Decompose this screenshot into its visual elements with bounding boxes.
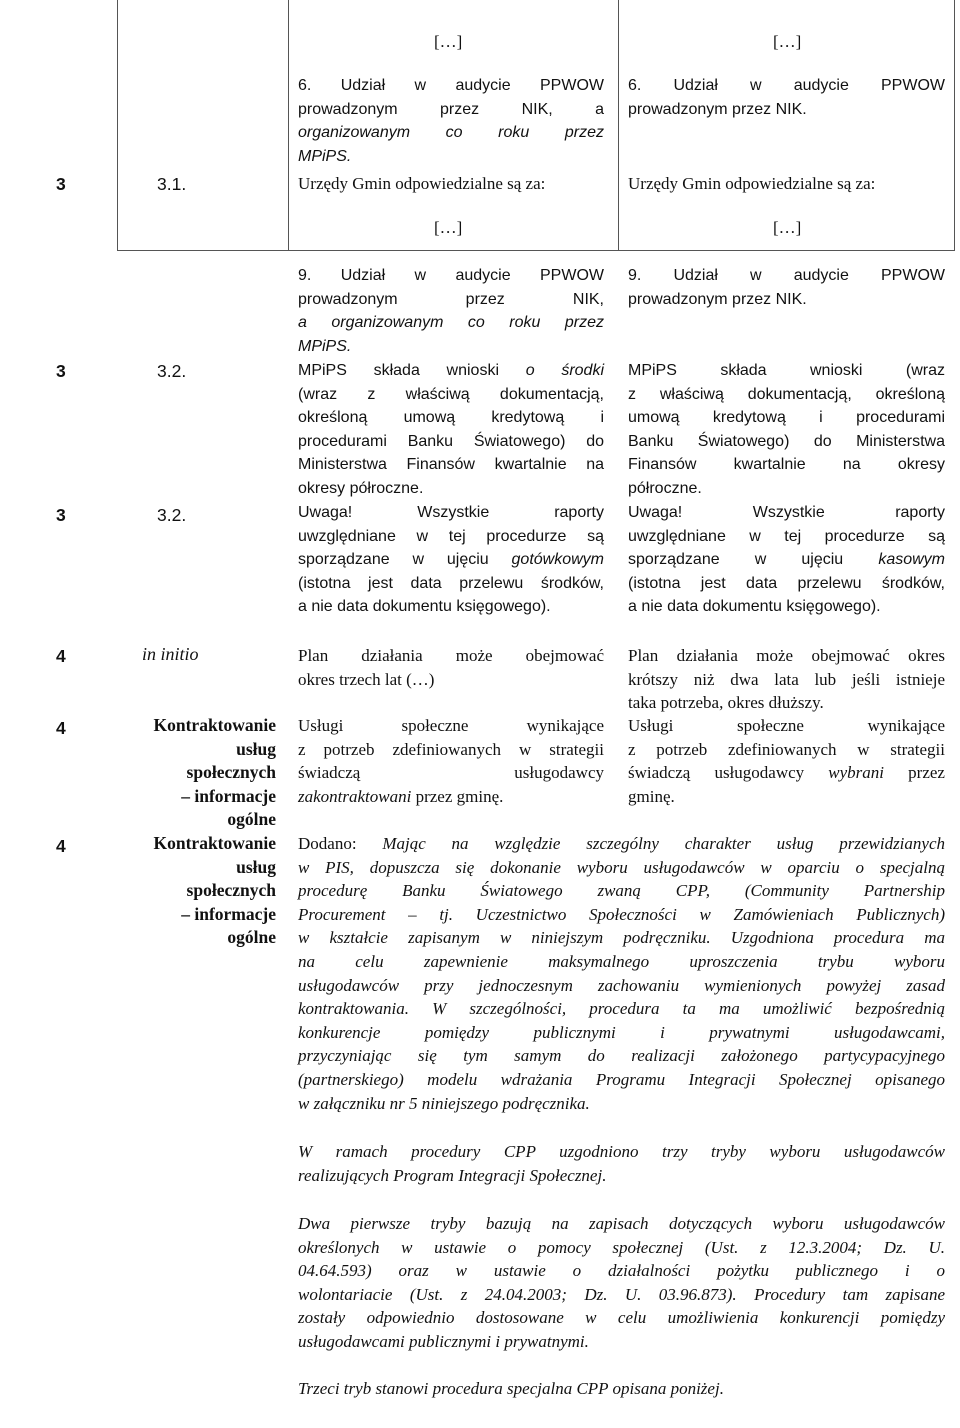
table-row-divider bbox=[117, 250, 955, 251]
section-label: Kontraktowanie usług społecznych – informacje ogólne bbox=[153, 833, 276, 948]
right-item-9: 9. Udział w audycie PPWOW prowadzonym przez NIK. bbox=[628, 267, 945, 308]
right-uwaga-paragraph: Uwaga! Wszystkie raporty uwzględniane w tej procedurze są sporządzane w ujęciu kasowym (istotna jest data przelewu środków, a nie data dokumentu księgowego). bbox=[628, 504, 945, 616]
ellipsis-bracket: […] bbox=[434, 32, 463, 51]
section-number: 3.1. bbox=[157, 174, 187, 194]
dodano-label: Dodano: bbox=[298, 834, 383, 853]
section-number: 3.2. bbox=[157, 505, 187, 525]
row-number: 3 bbox=[56, 361, 66, 381]
table-border-right bbox=[954, 0, 955, 250]
dodano-paragraph-4: Trzeci tryb stanowi procedura specjalna CPP opisana poniżej. bbox=[298, 1379, 724, 1398]
table-border-col3 bbox=[618, 0, 619, 250]
row-number: 4 bbox=[56, 646, 66, 666]
ellipsis-bracket: […] bbox=[434, 218, 463, 237]
left-item-9: 9. Udział w audycie PPWOW prowadzonym przez NIK, a organizowanym co roku przez MPiPS. bbox=[298, 267, 604, 355]
section-number: 3.2. bbox=[157, 361, 187, 381]
section-label: in initio bbox=[142, 644, 199, 664]
right-item-6: 6. Udział w audycie PPWOW prowadzonym przez NIK. bbox=[628, 77, 945, 118]
left-mpips-paragraph: MPiPS składa wnioski o środki (wraz z właściwą dokumentacją, określoną umową kredytową i procedurami Banku Światowego) do Ministerstwa Finansów kwartalnie na okresy półroczne. bbox=[298, 362, 604, 497]
row-number: 3 bbox=[56, 505, 66, 525]
row-number: 4 bbox=[56, 718, 66, 738]
ellipsis-bracket: […] bbox=[773, 32, 802, 51]
left-item-6: 6. Udział w audycie PPWOW prowadzonym przez NIK, a organizowanym co roku przez MPiPS. bbox=[298, 77, 604, 165]
table-border-left bbox=[117, 0, 118, 250]
right-urzedy-heading: Urzędy Gmin odpowiedzialne są za: bbox=[628, 174, 876, 193]
row-number: 3 bbox=[56, 174, 66, 194]
left-uslugi-paragraph: Usługi społeczne wynikające z potrzeb zdefiniowanych w strategii świadczą usługodawcy zakontraktowani przez gminę. bbox=[298, 716, 604, 806]
left-urzedy-heading: Urzędy Gmin odpowiedzialne są za: bbox=[298, 174, 546, 193]
right-uslugi-paragraph: Usługi społeczne wynikające z potrzeb zdefiniowanych w strategii świadczą usługodawcy wybrani przez gminę. bbox=[628, 716, 945, 806]
dodano-paragraph-2: W ramach procedury CPP uzgodniono trzy tryby wyboru usługodawców realizujących Program Integracji Społecznej. bbox=[298, 1142, 945, 1185]
table-border-col2 bbox=[288, 0, 289, 250]
left-plan-paragraph: Plan działania może obejmować okres trzech lat (…) bbox=[298, 646, 604, 689]
ellipsis-bracket: […] bbox=[773, 218, 802, 237]
section-label: Kontraktowanie usług społecznych – informacje ogólne bbox=[153, 715, 276, 830]
right-plan-paragraph: Plan działania może obejmować okres krótszy niż dwa lata lub jeśli istnieje taka potrzeba, okres dłuższy. bbox=[628, 646, 945, 713]
row-number: 4 bbox=[56, 836, 66, 856]
right-mpips-paragraph: MPiPS składa wnioski (wraz z właściwą dokumentacją, określoną umową kredytową i procedurami Banku Światowego) do Ministerstwa Finansów kwartalnie na okresy półroczne. bbox=[628, 362, 945, 497]
left-uwaga-paragraph: Uwaga! Wszystkie raporty uwzględniane w tej procedurze są sporządzane w ujęciu gotówkowym (istotna jest data przelewu środków, a nie data dokumentu księgowego). bbox=[298, 504, 604, 616]
dodano-paragraph-1: Dodano: Mając na względzie szczególny charakter usług przewidzianych w PIS, dopuszcza się dokonanie wyboru usługodawców w oparciu o specjalną procedurę Banku Światowego zwaną CPP, (Community Partnership Procurement – tj. Uczestnictwo Społeczności w Zamówieniach Publicznych) w kształcie zapisanym w niniejszym podręczniku. Uzgodniona procedura ma na celu zapewnienie maksymalnego uproszczenia trybu wyboru usługodawców przy jednoczesnym zachowaniu wymienionych powyżej zasad kontraktowania. W szczególności, procedura ta ma umożliwić bezpośrednią konkurencje pomiędzy publicznymi i prywatnymi usługodawcami, przyczyniając się tym samym do realizacji założonego partycypacyjnego (partnerskiego) modelu wdrażania Programu Integracji Społecznej opisanego w załączniku nr 5 niniejszego podręcznika. bbox=[298, 834, 945, 1113]
dodano-paragraph-3: Dwa pierwsze tryby bazują na zapisach dotyczących wyboru usługodawców określonych w ustawie o pomocy społecznej (Ust. z 12.3.2004; Dz. U. 04.64.593) oraz w ustawie o działalności pożytku publicznego i o wolontariacie (Ust. z 24.04.2003; Dz. U. 03.96.873). Procedury tam zapisane zostały odpowiednio dostosowane w celu umożliwienia konkurencji pomiędzy usługodawcami publicznymi i prywatnymi. bbox=[298, 1214, 945, 1351]
